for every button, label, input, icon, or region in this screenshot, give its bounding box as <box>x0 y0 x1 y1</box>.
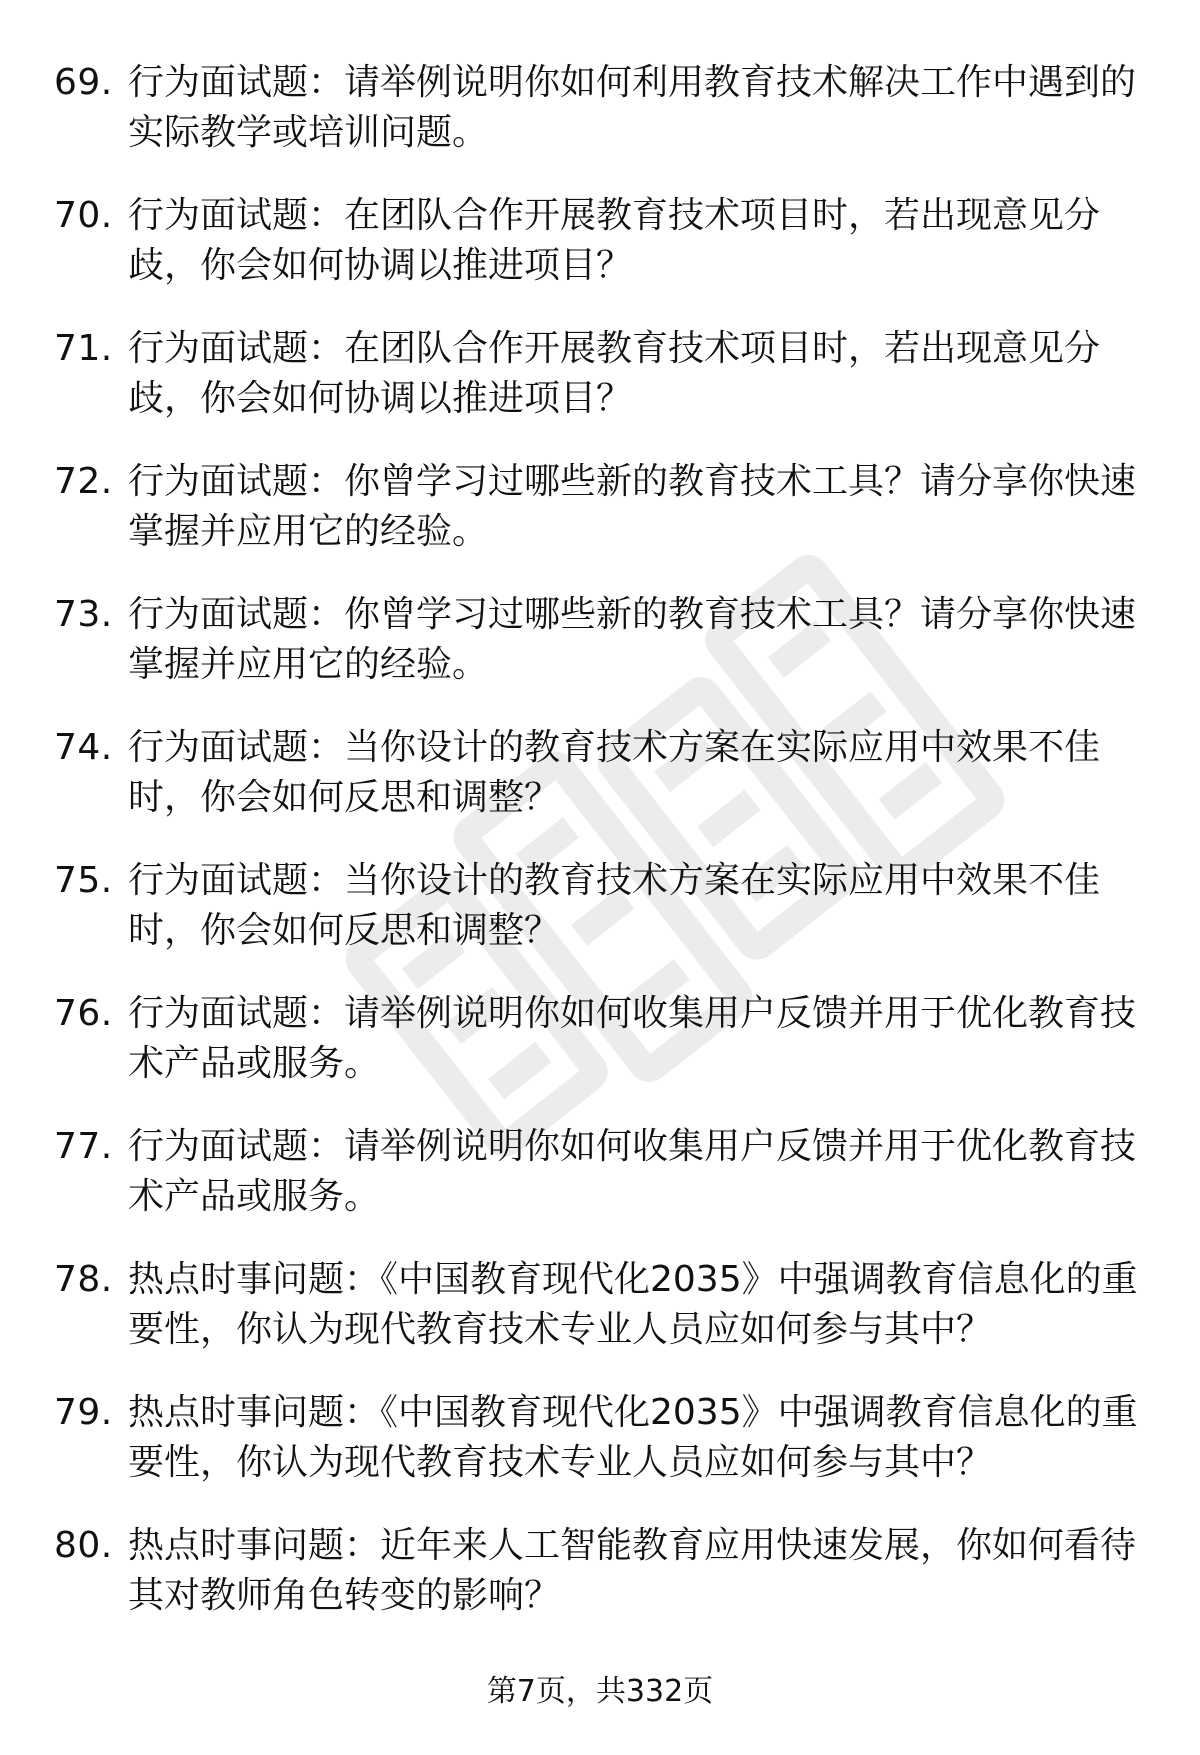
question-number: 71. <box>54 328 113 369</box>
question-number: 76. <box>54 993 113 1034</box>
question-list <box>0 58 1200 1654</box>
question-number: 72. <box>54 461 113 502</box>
list-item <box>0 191 1200 324</box>
question-number: 79. <box>54 1392 113 1433</box>
question-number: 78. <box>54 1259 113 1300</box>
question-text: 热点时事问题：《中国教育现代化2035》中强调教育信息化的重 要性，你认为现代教育技术专业人员应如何参与其中？ <box>128 1259 1138 1350</box>
list-item <box>0 1255 1200 1388</box>
question-text: 行为面试题：请举例说明你如何收集用户反馈并用于优化教育技 术产品或服务。 <box>128 993 1137 1084</box>
question-text: 行为面试题：在团队合作开展教育技术项目时，若出现意见分 歧，你会如何协调以推进项目？ <box>128 195 1101 286</box>
question-text: 行为面试题：请举例说明你如何利用教育技术解决工作中遇到的 实际教学或培训问题。 <box>128 62 1137 153</box>
list-item <box>0 1388 1200 1521</box>
question-number: 80. <box>54 1525 113 1566</box>
question-text: 热点时事问题：近年来人工智能教育应用快速发展，你如何看待 其对教师角色转变的影响？ <box>128 1525 1137 1616</box>
list-item <box>0 58 1200 191</box>
question-number: 77. <box>54 1126 113 1167</box>
question-number: 69. <box>54 62 113 103</box>
question-number: 75. <box>54 860 113 901</box>
list-item <box>0 856 1200 989</box>
question-number: 70. <box>54 195 113 236</box>
list-item <box>0 723 1200 856</box>
question-text: 行为面试题：当你设计的教育技术方案在实际应用中效果不佳 时，你会如何反思和调整？ <box>128 727 1101 818</box>
question-text: 行为面试题：你曾学习过哪些新的教育技术工具？请分享你快速 掌握并应用它的经验。 <box>128 461 1137 552</box>
list-item <box>0 324 1200 457</box>
question-number: 73. <box>54 594 113 635</box>
question-number: 74. <box>54 727 113 768</box>
question-text: 行为面试题：请举例说明你如何收集用户反馈并用于优化教育技 术产品或服务。 <box>128 1126 1137 1217</box>
question-text: 行为面试题：你曾学习过哪些新的教育技术工具？请分享你快速 掌握并应用它的经验。 <box>128 594 1137 685</box>
list-item <box>0 989 1200 1122</box>
question-text: 行为面试题：当你设计的教育技术方案在实际应用中效果不佳 时，你会如何反思和调整？ <box>128 860 1101 951</box>
list-item <box>0 457 1200 590</box>
list-item <box>0 590 1200 723</box>
list-item <box>0 1122 1200 1255</box>
question-text: 热点时事问题：《中国教育现代化2035》中强调教育信息化的重 要性，你认为现代教育技术专业人员应如何参与其中？ <box>128 1392 1138 1483</box>
page-footer: 第7页，共332页 <box>486 1674 714 1709</box>
list-item <box>0 1521 1200 1654</box>
question-text: 行为面试题：在团队合作开展教育技术项目时，若出现意见分 歧，你会如何协调以推进项目？ <box>128 328 1101 419</box>
